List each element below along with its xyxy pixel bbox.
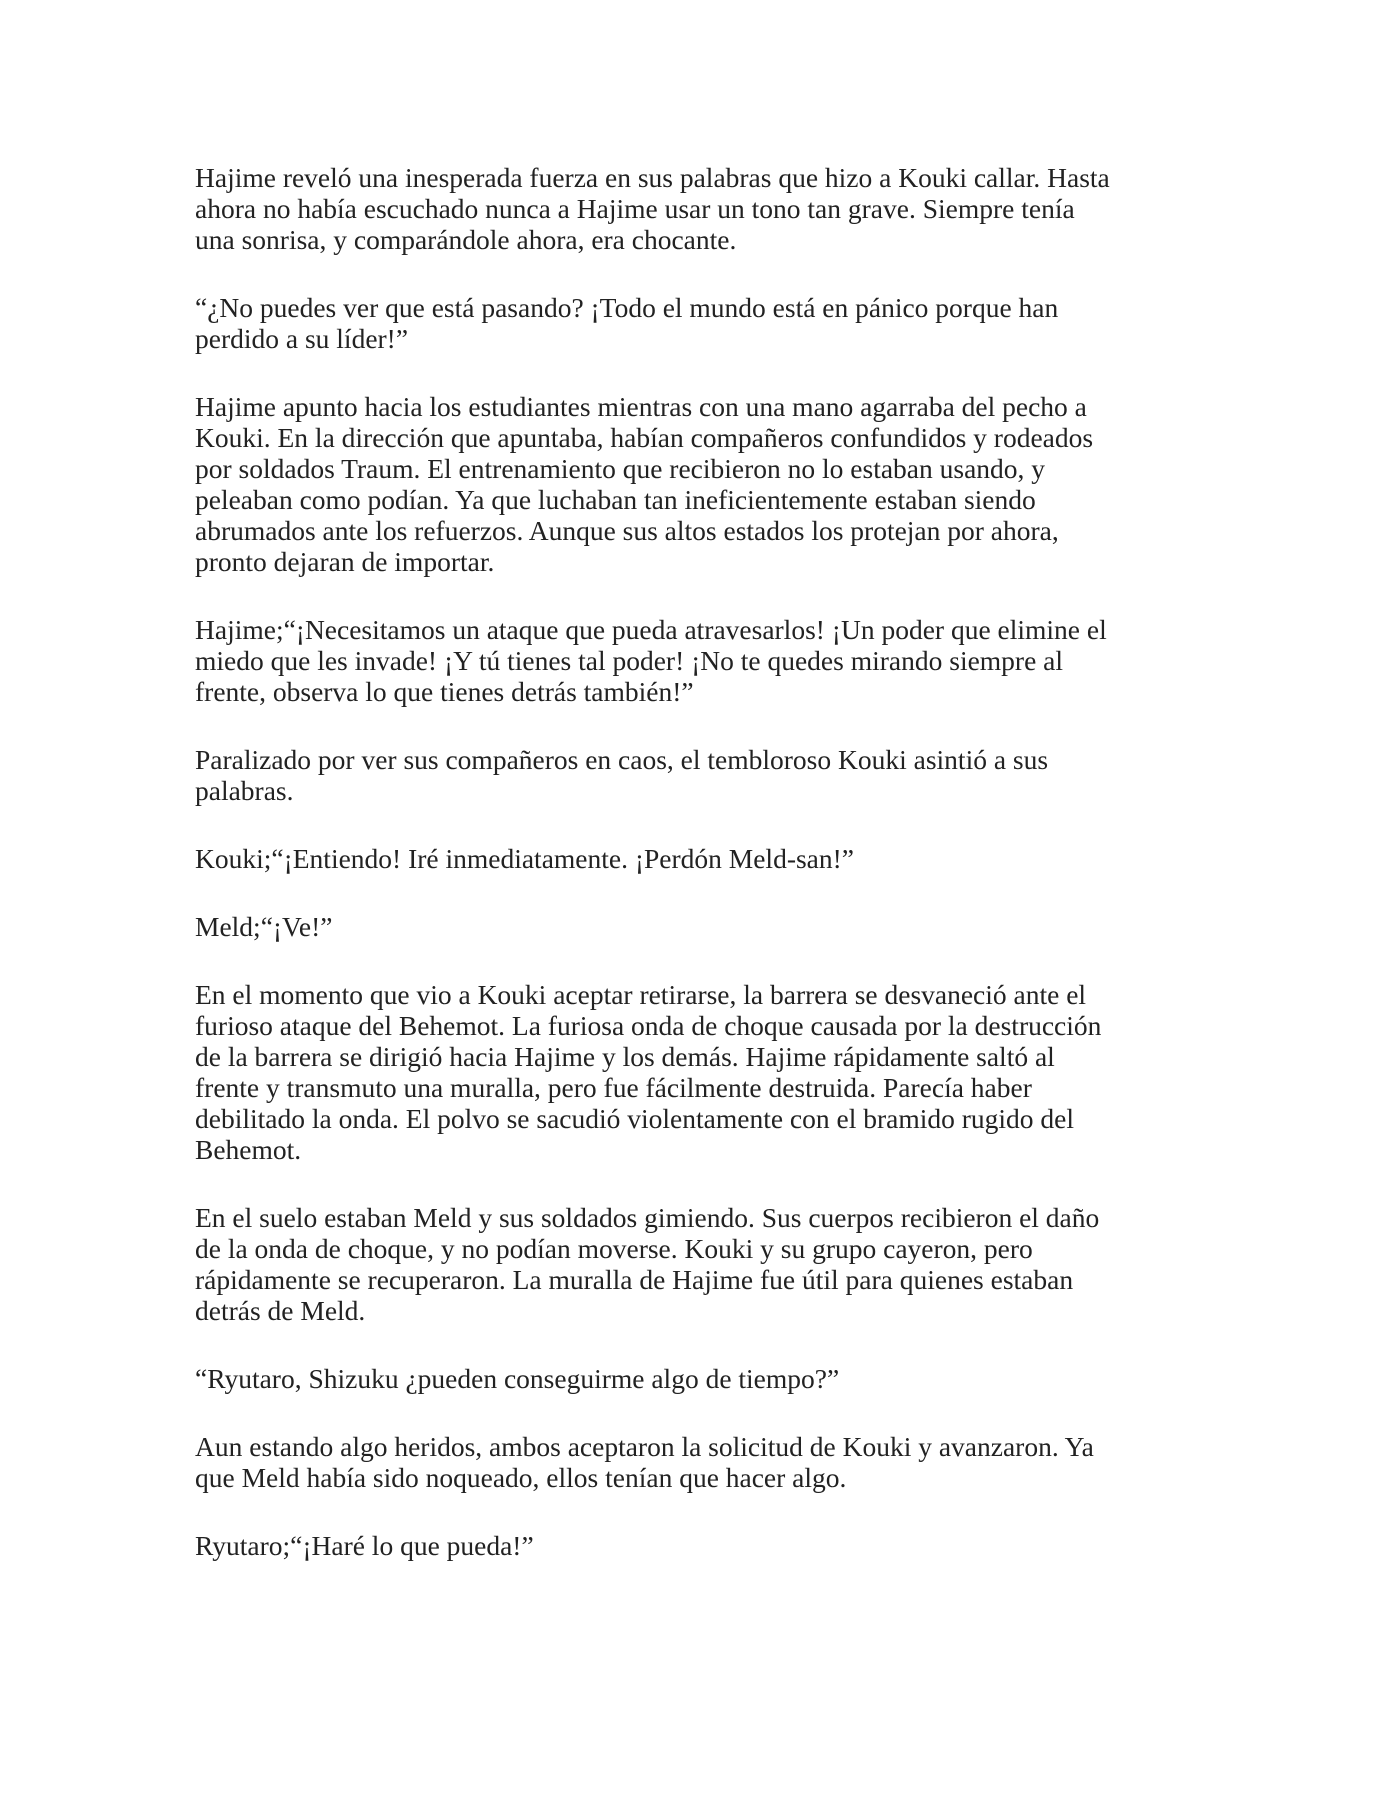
paragraph-10: “Ryutaro, Shizuku ¿pueden conseguirme algo de tiempo?” [195,1363,840,1394]
paragraph-8: En el momento que vio a Kouki aceptar retirarse, la barrera se desvaneció ante el furioso ataque del Behemot. La furiosa onda de choque causada por la destrucción de la barrera se dirigió hacia Hajime y los demás. Hajime rápidamente saltó al frente y transmuto una muralla, pero fue fácilmente destruida. Parecía haber debilitado la onda. El polvo se sacudió violentamente con el bramido rugido del Behemot. [195,979,1102,1165]
paragraph-11: Aun estando algo heridos, ambos aceptaron la solicitud de Kouki y avanzaron. Ya que Meld había sido noqueado, ellos tenían que hacer algo. [195,1431,1094,1493]
paragraph-6: Kouki;“¡Entiendo! Iré inmediatamente. ¡Perdón Meld-san!” [195,843,855,874]
paragraph-7: Meld;“¡Ve!” [195,911,333,942]
paragraph-1: Hajime reveló una inesperada fuerza en sus palabras que hizo a Kouki callar. Hasta ahora no había escuchado nunca a Hajime usar un tono tan grave. Siempre tenía una sonrisa, y comparándole ahora, era chocante. [195,162,1110,255]
paragraph-5: Paralizado por ver sus compañeros en caos, el tembloroso Kouki asintió a sus palabras. [195,744,1049,806]
paragraph-2: “¿No puedes ver que está pasando? ¡Todo el mundo está en pánico porque han perdido a su líder!” [195,292,1059,354]
document-body [195,162,1225,1598]
paragraph-3: Hajime apunto hacia los estudiantes mientras con una mano agarraba del pecho a Kouki. En la dirección que apuntaba, habían compañeros confundidos y rodeados por soldados Traum. El entrenamiento que recibieron no lo estaban usando, y peleaban como podían. Ya que luchaban tan ineficientemente estaban siendo abrumados ante los refuerzos. Aunque sus altos estados los protejan por ahora, pronto dejaran de importar. [195,391,1094,577]
paragraph-4: Hajime;“¡Necesitamos un ataque que pueda atravesarlos! ¡Un poder que elimine el miedo que les invade! ¡Y tú tienes tal poder! ¡No te quedes mirando siempre al frente, observa lo que tienes detrás también!” [195,614,1107,707]
paragraph-9: En el suelo estaban Meld y sus soldados gimiendo. Sus cuerpos recibieron el daño de la onda de choque, y no podían moverse. Kouki y su grupo cayeron, pero rápidamente se recuperaron. La muralla de Hajime fue útil para quienes estaban detrás de Meld. [195,1202,1100,1326]
paragraph-12: Ryutaro;“¡Haré lo que pueda!” [195,1530,534,1561]
